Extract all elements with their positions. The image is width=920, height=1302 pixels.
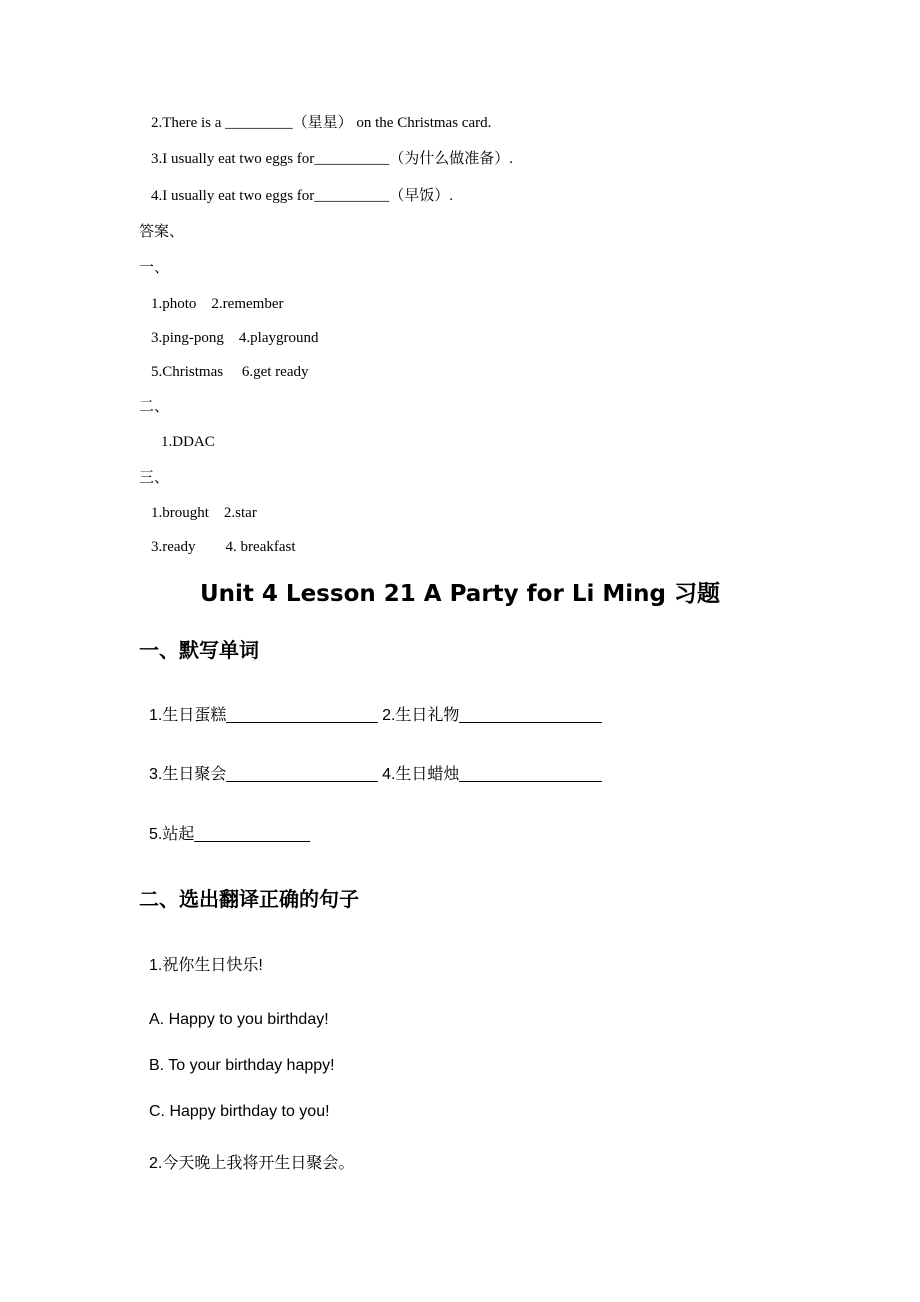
answer-section-2-label: 二、 — [139, 399, 170, 415]
dictation-row: 3.生日聚会_________________ 4.生日蜡烛________________ — [149, 766, 602, 783]
dictation-row: 1.生日蛋糕_________________ 2.生日礼物________________ — [149, 707, 602, 724]
exercise-line-3: 3.I usually eat two eggs for__________（为什么做准备）. — [151, 151, 514, 167]
question-2: 2.今天晚上我将开生日聚会。 — [149, 1155, 355, 1172]
answer-row: 1.brought 2.star — [151, 505, 257, 521]
answer-row: 3.ready 4. breakfast — [151, 539, 296, 555]
answer-row: 3.ping-pong 4.playground — [151, 330, 319, 346]
section-1-heading: 一、默写单词 — [139, 638, 259, 662]
dictation-row: 5.站起_____________ — [149, 826, 311, 843]
question-1: 1.祝你生日快乐! — [149, 957, 263, 974]
answer-section-3-label: 三、 — [139, 470, 170, 486]
option-c: C. Happy birthday to you! — [149, 1103, 330, 1120]
option-b: B. To your birthday happy! — [149, 1057, 335, 1074]
answer-row: 1.DDAC — [161, 434, 215, 450]
answer-label: 答案、 — [139, 224, 185, 240]
lesson-title: Unit 4 Lesson 21 A Party for Li Ming 习题 — [199, 581, 720, 607]
section-2-heading: 二、选出翻译正确的句子 — [139, 887, 359, 911]
answer-row: 5.Christmas 6.get ready — [151, 364, 309, 380]
option-a: A. Happy to you birthday! — [149, 1011, 329, 1028]
exercise-line-4: 4.I usually eat two eggs for__________（早饭）. — [151, 188, 454, 204]
answer-row: 1.photo 2.remember — [151, 296, 284, 312]
exercise-line-2: 2.There is a _________（星星） on the Christmas card. — [151, 115, 492, 131]
answer-section-1-label: 一、 — [139, 260, 170, 276]
